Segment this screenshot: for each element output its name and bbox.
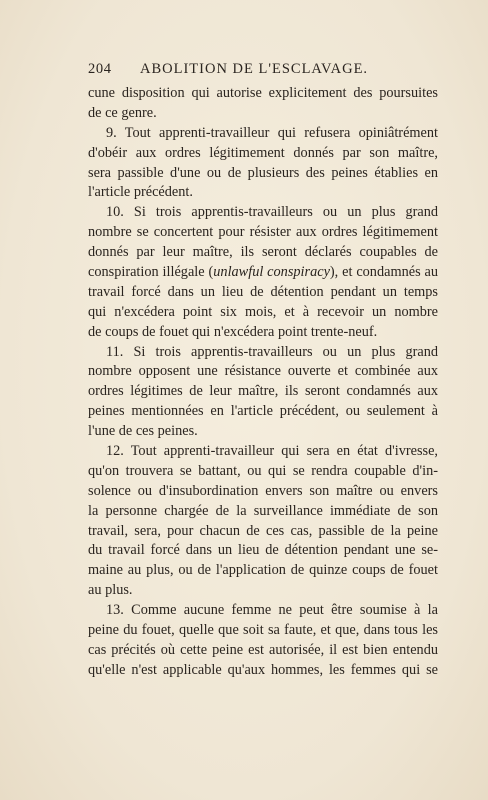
text-line: qu'on trouvera se battant, ou qui se rendra coupable d'in- <box>88 462 438 479</box>
text-line <box>88 263 438 283</box>
running-title: ABOLITION DE L'ESCLAVAGE. <box>140 61 369 77</box>
text-line: l'article précédent. <box>88 184 193 201</box>
text-line: l'une de ces peines. <box>88 423 198 440</box>
italic-term: unlawful conspiracy <box>213 264 330 281</box>
text-line: d'obéir aux ordres légitimement donnés par son maître, <box>88 144 438 161</box>
article-11-line: 11. Si trois apprentis-travailleurs ou un plus grand <box>106 343 438 360</box>
text-line: donnés par leur maître, ils seront déclarés coupables de <box>88 244 438 261</box>
text-line: de coups de fouet qui n'excédera point trente-neuf. <box>88 323 378 340</box>
article-12-line: 12. Tout apprenti-travailleur qui sera en état d'ivresse, <box>106 443 438 460</box>
text-line: maine au plus, ou de l'application de quinze coups de fouet <box>88 562 438 579</box>
text-line: cas précités où cette peine est autorisée, il est bien entendu <box>88 641 438 658</box>
text-fragment: ), et condamnés au <box>329 264 438 281</box>
text-line: peine du fouet, quelle que soit sa faute, et que, dans tous les <box>88 622 438 639</box>
text-line: qu'elle n'est applicable qu'aux hommes, les femmes qui se <box>88 661 438 678</box>
text-line: nombre opposent une résistance ouverte et combinée aux <box>88 363 438 380</box>
text-line: travail forcé dans un lieu de détention pendant un temps <box>88 283 438 300</box>
text-line: cune disposition qui autorise explicitement des poursuites <box>88 85 438 101</box>
text-line: travail, sera, pour chacun de ces cas, passible de la peine <box>88 522 438 539</box>
body-text <box>88 84 438 681</box>
text-line: la personne chargée de la surveillance immédiate de son <box>88 502 438 519</box>
page-number: 204 <box>88 61 112 77</box>
text-line: du travail forcé dans un lieu de détention pendant une se- <box>88 542 438 559</box>
text-line: au plus. <box>88 582 133 599</box>
text-line: de ce genre. <box>88 104 157 121</box>
article-13-line: 13. Comme aucune femme ne peut être soumise à la <box>106 602 438 619</box>
text-line: solence ou d'insubordination envers son maître ou envers <box>88 482 438 499</box>
text-line: ordres légitimes de leur maître, ils seront condamnés aux <box>88 383 438 400</box>
text-line: nombre se concertent pour résister aux ordres légitimement <box>88 224 438 241</box>
text-line: sera passible d'une ou de plusieurs des peines établies en <box>88 164 438 181</box>
article-10-line: 10. Si trois apprentis-travailleurs ou un plus grand <box>106 204 438 221</box>
text-line: qui n'excédera point six mois, et à recevoir un nombre <box>88 303 438 320</box>
text-fragment: conspiration illégale ( <box>88 264 214 281</box>
text-line: peines mentionnées en l'article précédent, ou seulement à <box>88 403 438 420</box>
article-9-line: 9. Tout apprenti-travailleur qui refusera opiniâtrément <box>106 124 438 141</box>
